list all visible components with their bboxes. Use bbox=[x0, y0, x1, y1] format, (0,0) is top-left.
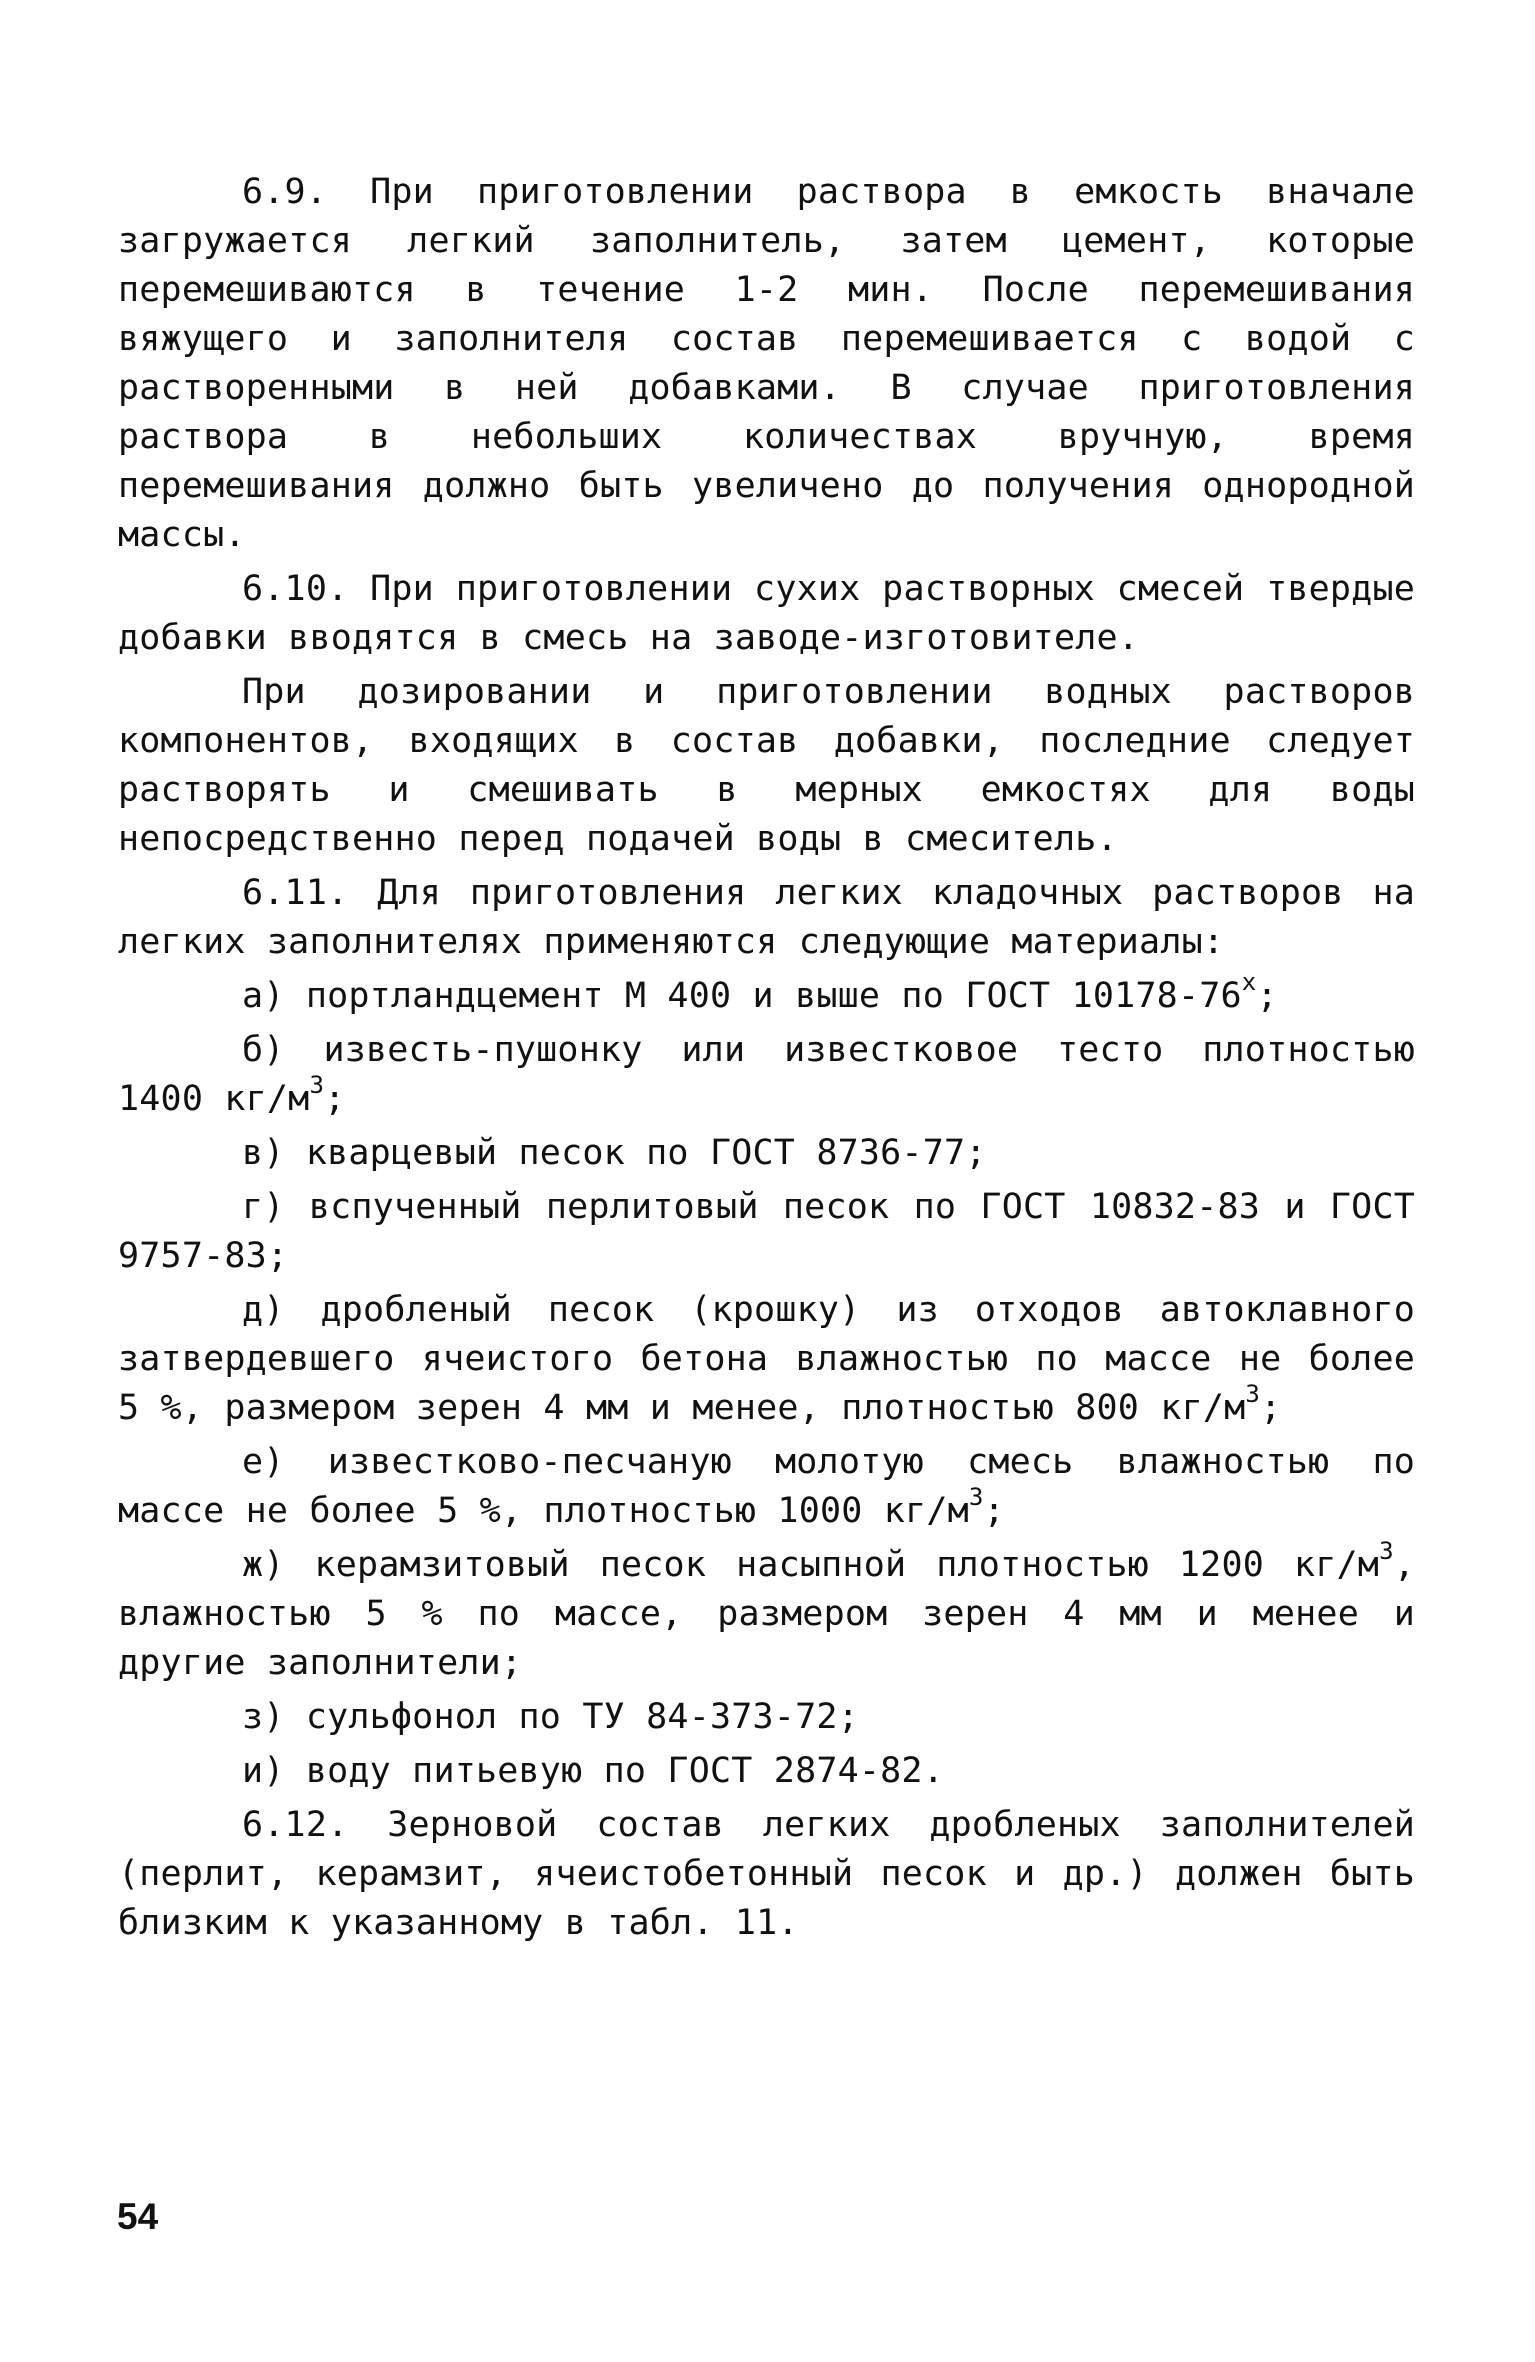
list-item-b-text: б) известь-пушонку или известковое тесто плотностью 1400 кг/м bbox=[118, 1030, 1415, 1119]
body-text bbox=[118, 168, 1415, 1948]
list-item-a-text: а) портландцемент М 400 и выше по ГОСТ 10178-76 bbox=[242, 976, 1242, 1016]
list-item-i-text: и) воду питьевую по ГОСТ 2874-82. bbox=[242, 1751, 944, 1791]
list-item-d bbox=[118, 1286, 1415, 1433]
list-item-v bbox=[118, 1129, 1415, 1178]
list-item-i bbox=[118, 1747, 1415, 1796]
list-item-z bbox=[118, 1693, 1415, 1742]
list-item-a bbox=[118, 968, 1415, 1021]
list-item-d-end: ; bbox=[1260, 1388, 1282, 1428]
list-item-b bbox=[118, 1026, 1415, 1124]
list-item-zh-text: ж) керамзитовый песок насыпной плотностью 1200 кг/м bbox=[242, 1545, 1380, 1585]
paragraph-6-10-continued: При дозировании и приготовлении водных растворов компонентов, входящих в состав добавки, последние следует растворять и смешивать в мерных емкостях для воды непосредственно перед подачей воды в смеситель. bbox=[118, 672, 1415, 859]
list-item-d-text: д) дробленый песок (крошку) из отходов автоклавного затвердевшего ячеистого бетона влажностью по массе не более 5 %, размером зерен 4 мм и менее, плотностью 800 кг/м bbox=[118, 1290, 1415, 1428]
page-number: 54 bbox=[117, 2196, 159, 2237]
list-item-z-text: з) сульфонол по ТУ 84-373-72; bbox=[242, 1697, 859, 1737]
list-item-a-superscript: х bbox=[1241, 968, 1257, 997]
list-item-e-text: е) известково-песчаную молотую смесь влажностью по массе не более 5 %, плотностью 1000 кг/м bbox=[118, 1442, 1415, 1531]
paragraph-6-9: 6.9. При приготовлении раствора в емкость вначале загружается легкий заполнитель, затем цемент, которые перемешиваются в течение 1-2 мин. После перемешивания вяжущего и заполнителя состав перемешивается с водой с растворенными в ней добавками. В случае приготовления раствора в небольших количествах вручную, время перемешивания должно быть увеличено до получения однородной массы. bbox=[118, 172, 1415, 555]
list-item-b-superscript: 3 bbox=[309, 1071, 325, 1100]
list-item-a-end: ; bbox=[1256, 976, 1278, 1016]
list-item-d-superscript: 3 bbox=[1245, 1380, 1261, 1409]
list-item-zh-superscript: 3 bbox=[1379, 1537, 1394, 1566]
paragraph-6-11: 6.11. Для приготовления легких кладочных растворов на легких заполнителях применяются следующие материалы: bbox=[118, 873, 1415, 962]
list-item-e-end: ; bbox=[983, 1491, 1005, 1531]
list-item-zh bbox=[118, 1537, 1415, 1688]
list-item-e bbox=[118, 1438, 1415, 1536]
list-item-v-text: в) кварцевый песок по ГОСТ 8736-77; bbox=[242, 1133, 987, 1173]
list-item-g bbox=[118, 1183, 1415, 1281]
list-item-zh-text-continued: , влажностью 5 % по массе, размером зерен 4 мм и менее и другие заполнители; bbox=[118, 1545, 1415, 1683]
list-item-e-superscript: 3 bbox=[968, 1483, 984, 1512]
list-item-b-end: ; bbox=[324, 1079, 346, 1119]
paragraph-6-10: 6.10. При приготовлении сухих растворных смесей твердые добавки вводятся в смесь на заводе-изготовителе. bbox=[118, 569, 1415, 658]
paragraph-6-12: 6.12. Зерновой состав легких дробленых заполнителей (перлит, керамзит, ячеистобетонный песок и др.) должен быть близким к указанному в табл. 11. bbox=[118, 1805, 1415, 1943]
list-item-g-text: г) вспученный перлитовый песок по ГОСТ 10832-83 и ГОСТ 9757-83; bbox=[118, 1187, 1415, 1276]
